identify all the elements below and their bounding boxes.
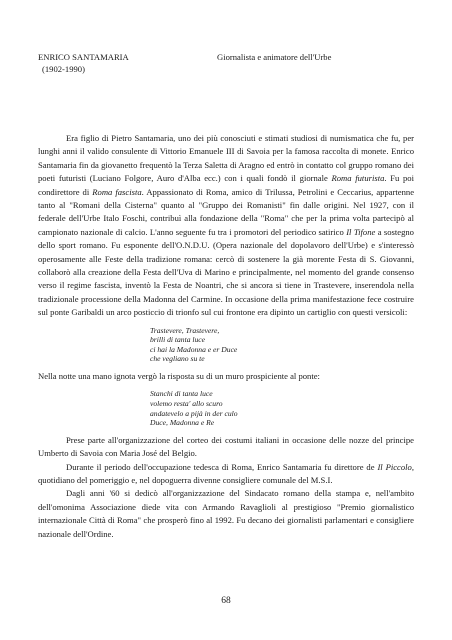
biography-text <box>38 132 414 541</box>
poem-line: brilli di tanta luce <box>150 335 206 345</box>
poem-line: andatevelo a pijà in der culo <box>150 408 238 418</box>
page-number: 68 <box>221 596 231 606</box>
person-role: Giornalista e animatore dell'Urbe <box>217 52 332 62</box>
text-run: . Fu poi condirettore di <box>38 173 414 197</box>
person-name: ENRICO SANTAMARIA <box>38 52 129 62</box>
poem-verses-1 <box>150 326 414 364</box>
paragraph-3: Prese parte all'organizzazione del corteo dei costumi italiani in occasione delle nozze del principe Umberto di Savoia con Maria José del Belgio. <box>38 434 414 459</box>
poem-line: Duce, Madonna e Re <box>150 418 215 428</box>
poem-line: Stanchi di tanta luce <box>150 389 213 399</box>
poem-line: Trastevere, Trastevere, <box>150 325 220 335</box>
poem-verses-2 <box>150 389 414 427</box>
publication-title: Il Tifone <box>346 226 376 237</box>
publication-title: Roma fascista <box>92 186 142 197</box>
publication-title: Roma futurista <box>331 173 385 184</box>
life-years: (1902-1990) <box>42 64 85 74</box>
paragraph-4 <box>38 461 414 488</box>
poem-line: che vegliano su te <box>150 354 205 364</box>
publication-title: Il Piccolo <box>377 461 412 472</box>
poem-line: volemo resta' allo scuro <box>150 399 223 409</box>
paragraph-2: Nella notte una mano ignota vergò la risposta su di un muro prospiciente al ponte: <box>38 371 320 382</box>
paragraph-5: Dagli anni '60 si dedicò all'organizzazione del Sindacato romano della stampa e, nell'ambito dell'omonima Associazione diede vita con Armando Ravaglioli al prestigioso "Premio giornalistico internazionale Città di Roma" che prosperò fino al 1992. Fu decano dei giornalisti parlamentari e consigliere nazionale dell'Ordine. <box>38 488 414 539</box>
text-run: a sostegno dello sport romano. Fu esponente dell'O.N.D.U. (Opera nazionale del dopolavoro dell'Urbe) e s'interessò operosamente alle Feste della tradizione romana: cercò di sostenere la già morente Festa di S. Giovanni, collaborò alla creazione della Festa dell'Uva di Marino e principalmente, nel momento del grande consenso verso il regime fascista, inventò la Festa de Noantri, che si ancora si tiene in Trastevere, inserendola nella tradizionale processione della Madonna del Carmine. In occasione della prima manifestazione fece costruire sul ponte Garibaldi un arco posticcio di trionfo sul cui frontone era dipinto un cartiglio con questi versicoli: <box>38 226 414 318</box>
paragraph-1 <box>38 132 414 320</box>
text-run: Durante il periodo dell'occupazione tedesca di Roma, Enrico Santamaria fu direttore de <box>66 461 378 472</box>
text-run: , quotidiano del pomeriggio e, nel dopoguerra divenne consigliere comunale del M.S.I. <box>38 461 414 486</box>
text-run: . Appassionato di Roma, amico di Trilussa, Petrolini e Ceccarius, appartenne tanto al "Romani della Cisterna" quanto al "Gruppo dei Romanisti" fin dalle origini. Nel 1927, con il federale dell'Urbe Italo Foschi, contribuì alla fondazione della "Roma" che per la prima volta partecipò al campionato nazionale di calcio. L'anno seguente fu tra i promotori del periodico satirico <box>38 186 415 237</box>
poem-line: ci hai la Madonna e er Duce <box>150 344 238 354</box>
text-run: Era figlio di Pietro Santamaria, uno dei più conosciuti e stimati studiosi di numismatica che fu, per lunghi anni il valido consulente di Vittorio Emanuele III di Savoia per la famosa raccolta di monete. Enrico Santamaria fin da giovanetto frequentò la Terza Saletta di Aragno ed entrò in contatto col gruppo romano dei poeti futuristi (Luciano Folgore, Auro d'Alba ecc.) con i quali fondò il giornale <box>38 133 414 184</box>
